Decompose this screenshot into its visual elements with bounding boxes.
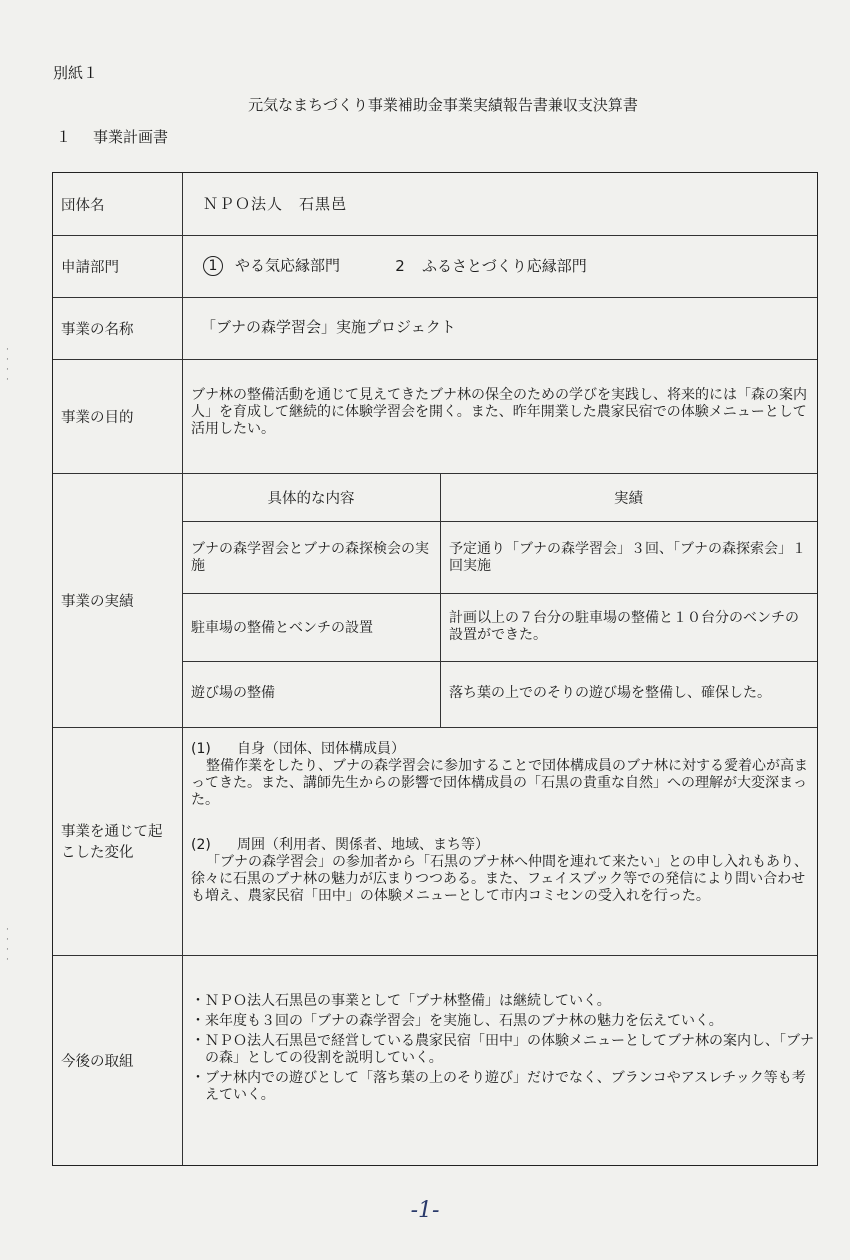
selected-circle-mark: 1: [203, 256, 223, 276]
future-list-wrap: [191, 993, 816, 1107]
label-future: 今後の取組: [61, 1053, 134, 1070]
results-item-3-content: 遊び場の整備: [191, 685, 275, 701]
label-column-divider: [182, 173, 183, 1165]
change-surroundings-title: 周囲（利用者、関係者、地域、まち等）: [237, 837, 489, 853]
section-heading: [56, 126, 168, 147]
page-number: -1-: [410, 1198, 440, 1223]
subrow-divider: [182, 661, 817, 662]
label-change: 事業を通じて起こした変化: [61, 824, 163, 861]
change-self-number: (1): [191, 741, 211, 757]
punch-marks-upper: · · · ·: [6, 345, 9, 385]
subtable-column-divider: [440, 473, 441, 727]
label-dept: 申請部門: [61, 259, 119, 276]
punch-marks-lower: · · · ·: [6, 925, 9, 965]
document-title: 元気なまちづくり事業補助金事業実績報告書兼収支決算書: [248, 96, 638, 114]
future-bullet-text: 来年度も３回の「ブナの森学習会」を実施し、石黒のブナ林の魅力を伝えていく。: [205, 1013, 723, 1029]
change-self-title: 自身（団体、団体構成員）: [237, 741, 405, 757]
dept-option-2-number: 2: [395, 256, 405, 275]
results-item-1-content: ブナの森学習会とブナの森探検会の実施: [191, 541, 429, 574]
dept-option-2: [390, 258, 587, 275]
results-col-result-header: 実績: [614, 491, 643, 507]
change-text: [191, 741, 811, 905]
change-self-text: 整備作業をしたり、ブナの森学習会に参加することで団体構成員のブナ林に対する愛着心が高まってきた。また、講師先生からの影響で団体構成員の「石黒の貴重な自然」への理解が大変深まった。: [191, 758, 808, 808]
change-surroundings-number: (2): [191, 837, 211, 853]
results-item-2-result: 計画以上の７台分の駐車場の整備と１０台分のベンチの設置ができた。: [449, 610, 799, 643]
label-purpose: 事業の目的: [61, 409, 134, 426]
results-item-2-content: 駐車場の整備とベンチの設置: [191, 620, 373, 636]
label-project-name: 事業の名称: [61, 321, 134, 338]
future-bullet: ・ ブナ林内での遊びとして「落ち葉の上のそり遊び」だけでなく、ブランコやアスレチック等も考えていく。: [191, 1070, 806, 1103]
report-table: [52, 172, 818, 1166]
future-bullet-text: ブナ林内での遊びとして「落ち葉の上のそり遊び」だけでなく、ブランコやアスレチック等も考えていく。: [205, 1070, 806, 1103]
results-item-1-result: 予定通り「ブナの森学習会」３回、「ブナの森探索会」１回実施: [449, 541, 806, 574]
section-title: 事業計画書: [93, 128, 169, 146]
results-item-3-result: 落ち葉の上でのそりの遊び場を整備し、確保した。: [449, 685, 771, 701]
change-surroundings-text: 「ブナの森学習会」の参加者から「石黒のブナ林へ仲間を連れて来たい」との申し入れもあり、徐々に石黒のブナ林の魅力が広まりつつある。また、フェイスブック等での発信により問い合わせも増え、農家民宿「田中」の体験メニューとして市内コミセンの受入れを行った。: [191, 854, 808, 904]
future-bullet: ・ ＮＰＯ法人石黒邑の事業として「ブナ林整備」は継続していく。: [191, 993, 611, 1009]
attachment-label: 別紙１: [53, 64, 99, 82]
dept-options: [203, 256, 637, 276]
label-results: 事業の実績: [61, 593, 134, 610]
dept-option-2-label: ふるさとづくり応縁部門: [422, 256, 587, 275]
purpose-text: [191, 387, 811, 438]
future-bullet-list: [191, 993, 816, 1104]
dept-option-1: [203, 256, 340, 276]
section-number: １: [56, 128, 72, 146]
future-bullet-text: ＮＰＯ法人石黒邑で経営している農家民宿「田中」の体験メニューとしてブナ林の案内し、「ブナの森」としての役割を説明していく。: [205, 1033, 814, 1066]
subrow-divider: [182, 593, 817, 594]
org-name-value: ＮＰＯ法人 石黒邑: [203, 195, 348, 213]
future-bullet: ・ 来年度も３回の「ブナの森学習会」を実施し、石黒のブナ林の魅力を伝えていく。: [191, 1013, 723, 1029]
future-bullet: ・ ＮＰＯ法人石黒邑で経営している農家民宿「田中」の体験メニューとしてブナ林の案内し、「ブナの森」としての役割を説明していく。: [191, 1033, 814, 1066]
subrow-divider: [182, 521, 817, 522]
future-bullet-text: ＮＰＯ法人石黒邑の事業として「ブナ林整備」は継続していく。: [205, 993, 611, 1009]
dept-option-1-label: やる気応縁部門: [235, 256, 341, 275]
label-org: 団体名: [61, 197, 105, 214]
change-surroundings-heading: [191, 837, 811, 854]
change-self-heading: [191, 741, 811, 758]
project-name-value: 「ブナの森学習会」実施プロジェクト: [201, 318, 456, 336]
purpose-paragraph: ブナ林の整備活動を通じて見えてきたブナ林の保全のための学びを実践し、将来的には「森の案内人」を育成して継続的に体験学習会を開く。また、昨年開業した農家民宿での体験メニューとして活用したい。: [191, 387, 807, 437]
results-col-content-header: 具体的な内容: [267, 491, 355, 507]
